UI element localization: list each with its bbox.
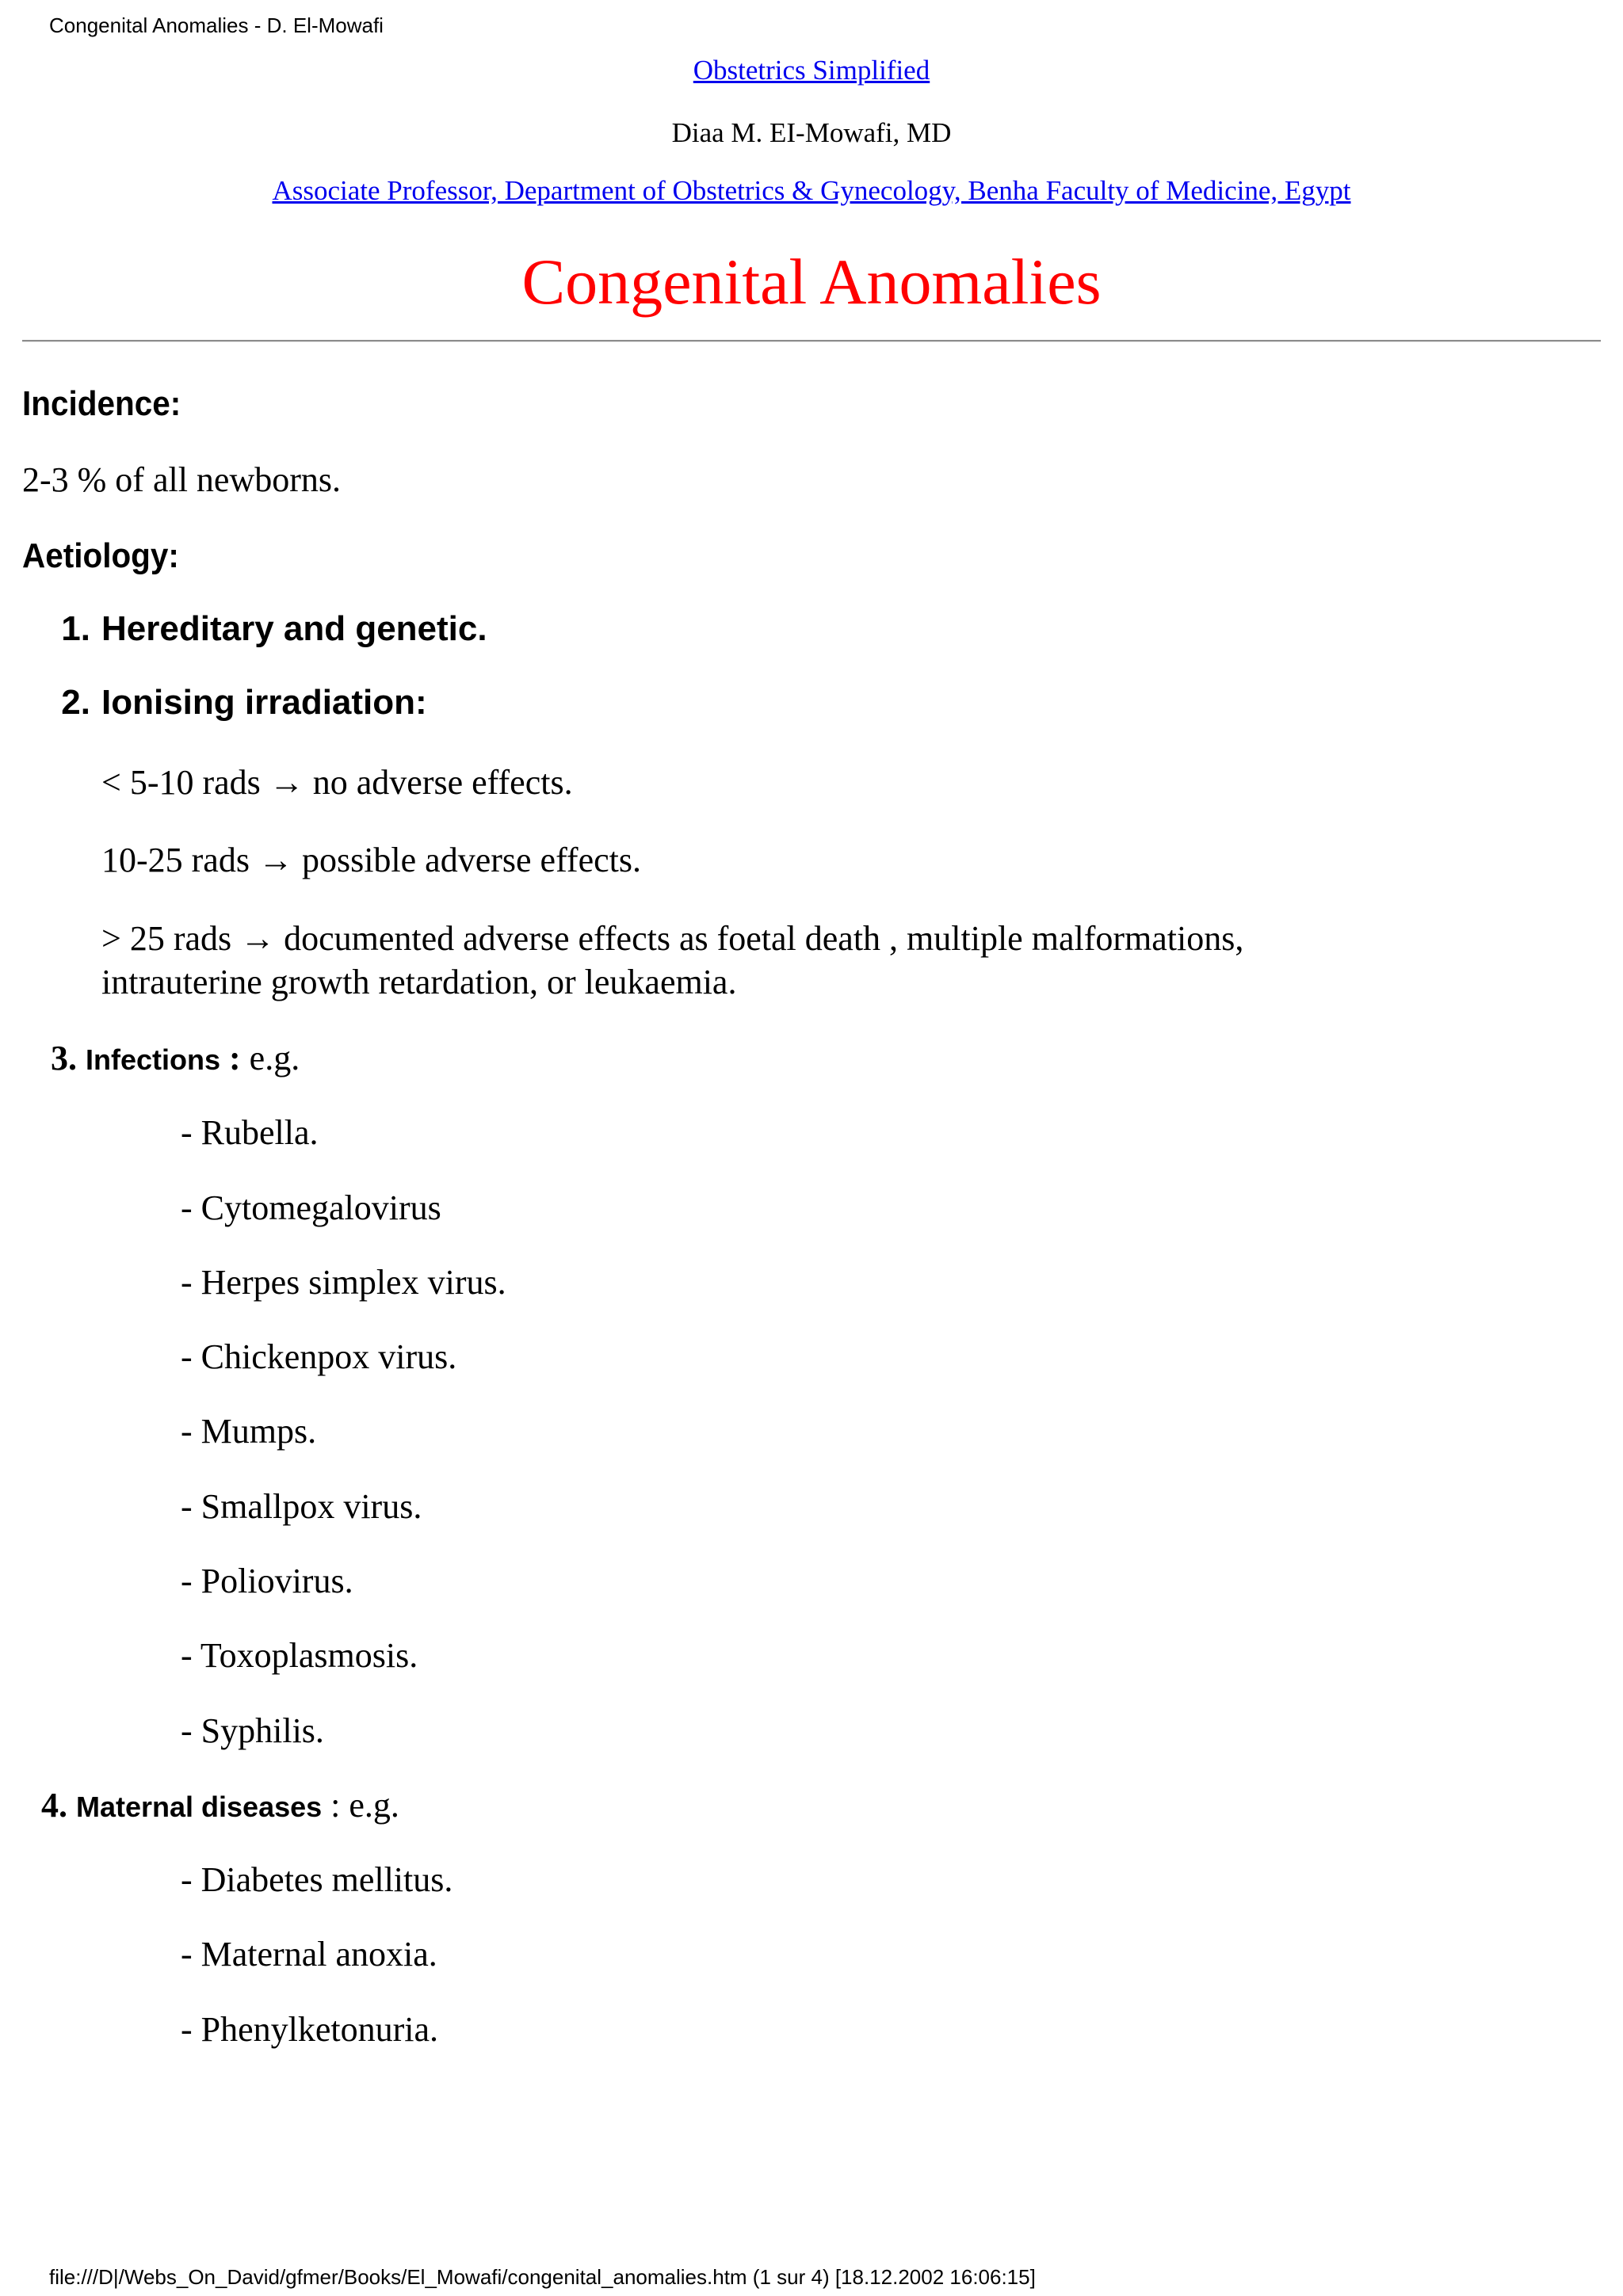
infection-item: - Mumps. (181, 1412, 317, 1451)
item-number: 4. (41, 1786, 67, 1825)
infection-item: - Rubella. (181, 1113, 319, 1152)
page-title: Congenital Anomalies (521, 246, 1102, 318)
print-header: Congenital Anomalies - D. El-Mowafi (49, 13, 384, 37)
item-label: Infections (86, 1043, 221, 1076)
aetiology-item-maternal-diseases (41, 1783, 399, 1829)
aetiology-item-hereditary (0, 607, 951, 651)
aetiology-item-irradiation (0, 681, 951, 725)
item-number: 3. (51, 1039, 77, 1077)
irradiation-line: intrauterine growth retardation, or leukaemia. (101, 963, 737, 1001)
item-suffix: e.g. (240, 1039, 300, 1077)
infection-item: - Smallpox virus. (181, 1487, 422, 1526)
book-link[interactable]: Obstetrics Simplified (693, 55, 930, 86)
infection-item: - Syphilis. (181, 1711, 324, 1750)
author-line: Diaa M. EI-Mowafi, MD (671, 117, 952, 148)
item-number: 2. (61, 683, 90, 722)
infection-item: - Chickenpox virus. (181, 1337, 457, 1376)
infection-item: - Cytomegalovirus (181, 1188, 441, 1227)
affiliation-link[interactable]: Associate Professor, Department of Obstetrics & Gynecology, Benha Faculty of Medicine, Egypt (272, 175, 1351, 206)
affiliation-line (0, 173, 1623, 209)
maternal-disease-item: - Phenylketonuria. (181, 2010, 439, 2049)
item-number: 1. (61, 609, 90, 648)
incidence-text: 2-3 % of all newborns. (22, 460, 342, 499)
maternal-disease-item: - Maternal anoxia. (181, 1935, 437, 1974)
horizontal-rule (22, 340, 1601, 342)
item-colon: : (220, 1039, 241, 1077)
infection-item: - Poliovirus. (181, 1562, 353, 1600)
aetiology-heading: Aetiology: (22, 536, 179, 575)
irradiation-line: < 5-10 rads → no adverse effects. (101, 763, 573, 802)
incidence-heading: Incidence: (22, 384, 181, 423)
irradiation-line: 10-25 rads → possible adverse effects. (101, 841, 641, 879)
aetiology-item-infections (51, 1036, 300, 1082)
book-link-line (0, 52, 1623, 89)
irradiation-line: > 25 rads → documented adverse effects as foetal death , multiple malformations, (101, 919, 1244, 958)
maternal-disease-item: - Diabetes mellitus. (181, 1860, 453, 1899)
print-footer: file:///D|/Webs_On_David/gfmer/Books/El_Mowafi/congenital_anomalies.htm (1 sur 4) [18.12.2002 16:06:15] (49, 2265, 1036, 2289)
infection-item: - Herpes simplex virus. (181, 1263, 506, 1302)
item-label: Maternal diseases (76, 1791, 323, 1823)
item-label: Ionising irradiation: (101, 683, 427, 722)
item-suffix: : e.g. (322, 1786, 399, 1825)
infection-item: - Toxoplasmosis. (181, 1636, 418, 1675)
item-label: Hereditary and genetic. (101, 609, 487, 648)
